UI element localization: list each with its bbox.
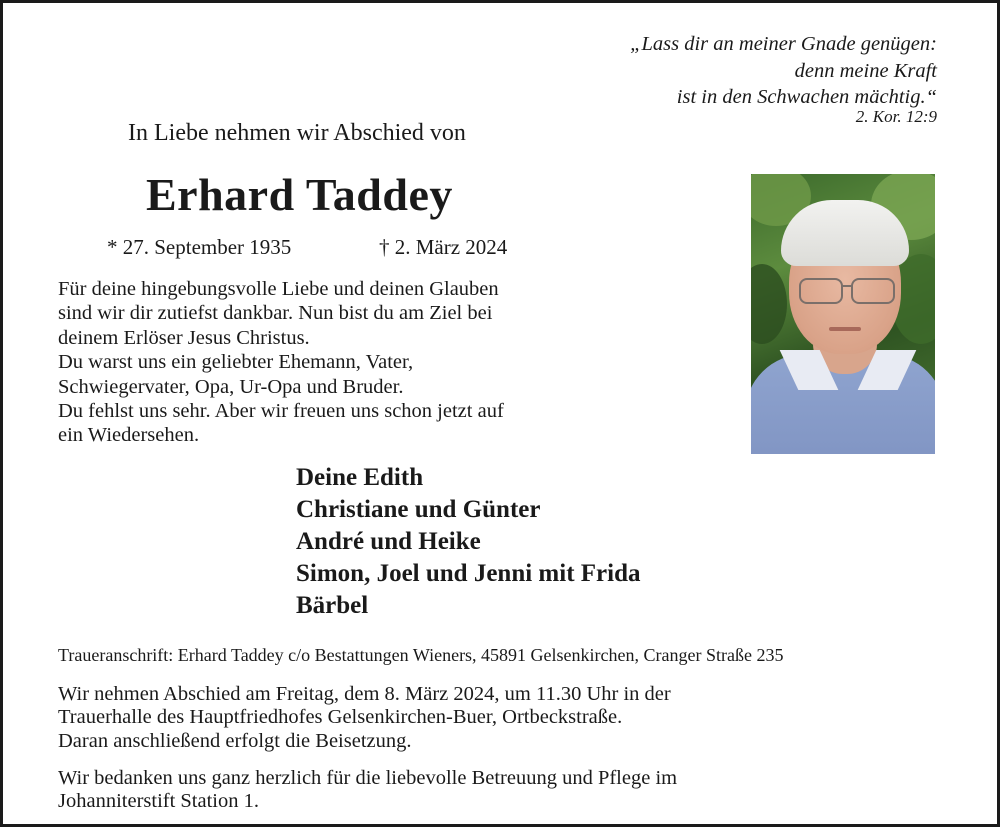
tribute-line: ein Wiedersehen.: [58, 424, 200, 447]
tribute-line: sind wir dir zutiefst dankbar. Nun bist du am Ziel bei: [58, 302, 493, 325]
foliage: [751, 264, 787, 344]
tribute-line: Du warst uns ein geliebter Ehemann, Vater,: [58, 351, 414, 374]
quote-line: „Lass dir an meiner Gnade genügen:: [630, 33, 937, 55]
family-member: Deine Edith: [296, 464, 424, 491]
service-info: [58, 683, 671, 753]
bible-quote: [630, 31, 937, 111]
portrait-photo: [751, 174, 935, 454]
intro-text: In Liebe nehmen wir Abschied von: [128, 120, 466, 146]
service-line: Wir nehmen Abschied am Freitag, dem 8. März 2024, um 11.30 Uhr in der: [58, 683, 671, 705]
tribute-line: Du fehlst uns sehr. Aber wir freuen uns schon jetzt auf: [58, 400, 504, 423]
death-date: † 2. März 2024: [379, 235, 508, 259]
quote-line: denn meine Kraft: [794, 59, 937, 82]
thanks-line: Johanniterstift Station 1.: [58, 790, 259, 813]
thanks-note: [58, 767, 677, 814]
tribute-line: Schwiegervater, Opa, Ur-Opa und Bruder.: [58, 375, 404, 398]
tribute-text: [58, 277, 504, 448]
glasses-bridge: [841, 285, 853, 287]
thanks-line: Wir bedanken uns ganz herzlich für die liebevolle Betreuung und Pflege im: [58, 767, 678, 789]
family-member: Bärbel: [296, 592, 369, 619]
family-member: Christiane und Günter: [296, 496, 541, 523]
deceased-name: Erhard Taddey: [146, 169, 453, 220]
service-line: Trauerhalle des Hauptfriedhofes Gelsenkirchen-Buer, Ortbeckstraße.: [58, 706, 623, 729]
family-member: André und Heike: [296, 528, 481, 555]
tribute-line: Für deine hingebungsvolle Liebe und deinen Glauben: [58, 278, 499, 300]
service-line: Daran anschließend erfolgt die Beisetzung.: [58, 729, 412, 752]
quote-line: ist in den Schwachen mächtig.“: [676, 86, 937, 108]
birth-date: * 27. September 1935: [107, 235, 292, 259]
tribute-line: deinem Erlöser Jesus Christus.: [58, 326, 310, 349]
glasses-lens: [851, 278, 895, 304]
family-member: Simon, Joel und Jenni mit Frida: [296, 560, 641, 587]
mouth: [829, 327, 861, 331]
family-signatures: [296, 462, 641, 622]
glasses-lens: [799, 278, 843, 304]
mourning-address: Traueranschrift: Erhard Taddey c/o Bestattungen Wieners, 45891 Gelsenkirchen, Cranger Straße 235: [58, 645, 784, 665]
quote-reference: 2. Kor. 12:9: [855, 107, 937, 126]
